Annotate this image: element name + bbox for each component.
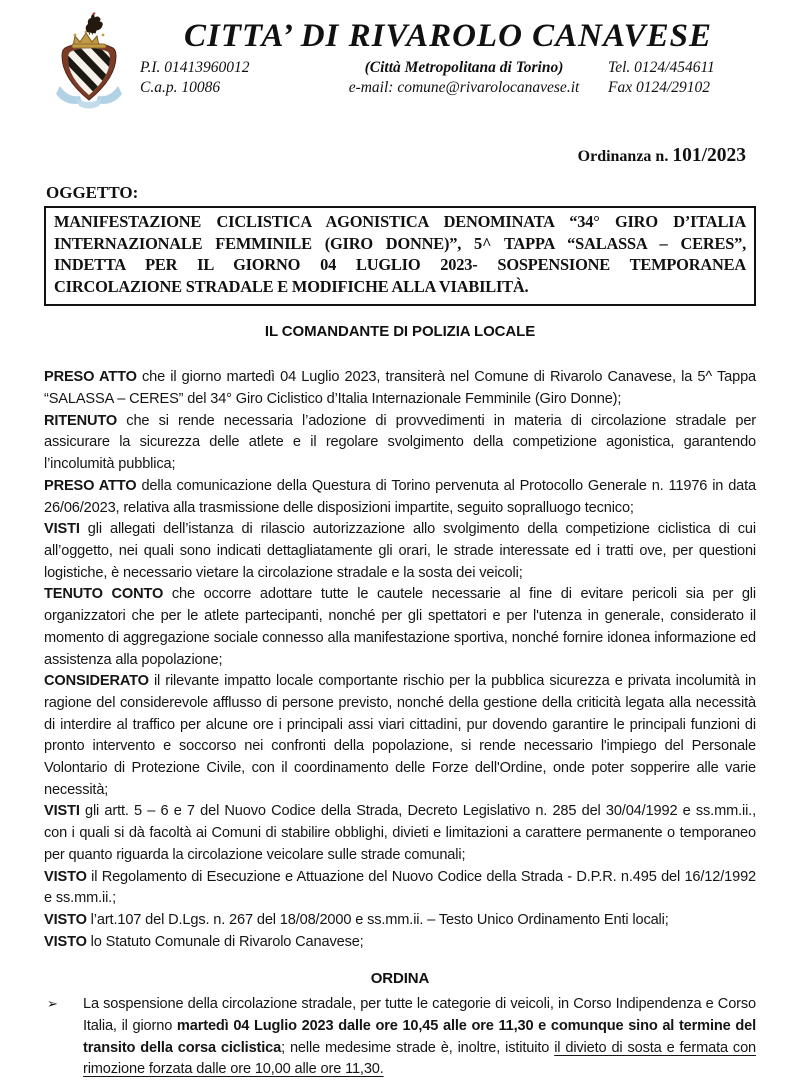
city-title: CITTA’ DI RIVAROLO CANAVESE [184, 18, 712, 54]
subject-label: OGGETTO: [46, 183, 139, 202]
preamble-paragraph [44, 801, 756, 866]
province-line: (Città Metropolitana di Torino) [364, 59, 564, 76]
subject-box: MANIFESTAZIONE CICLISTICA AGONISTICA DENOMINATA “34° GIRO D’ITALIA INTERNAZIONALE FEMMINILE (GIRO DONNE)”, 5^ TAPPA “SALASSA – CERES”, INDETTA PER IL GIORNO 04 LUGLIO 2023- SOSPENSIONE TEMPORANEA CIRCOLAZIONE STRADALE E MODIFICHE ALLA VIABILITÀ. [44, 206, 756, 306]
authority-heading: IL COMANDANTE DI POLIZIA LOCALE [264, 323, 536, 341]
fax-number: Fax 0124/29102 [608, 79, 711, 96]
coat-of-arms-icon [56, 10, 122, 115]
preamble-paragraph [44, 671, 756, 801]
clause-text: che occorre adottare tutte le cautele necessarie al fine di evitare pericoli sia per gli organizzatori che per le atlete partecipanti, nonché per gli spettatori e per l'utenza in generale, considerato il momento di aggregazione sociale connesso alla manifestazione sportiva, nonché fornire idonea informazione ed assistenza alla popolazione; [44, 586, 756, 668]
clause-keyword: VISTO [44, 933, 87, 950]
preamble-paragraph [44, 584, 756, 671]
preamble-paragraph [44, 932, 756, 954]
ordinance-label: Ordinanza n. [577, 148, 673, 165]
clause-keyword: RITENUTO [44, 412, 118, 429]
clause-keyword: VISTI [44, 521, 80, 538]
clause-keyword: TENUTO CONTO [44, 586, 164, 603]
email-address: e-mail: comune@rivarolocanavese.it [348, 79, 580, 96]
clause-keyword: VISTI [44, 803, 80, 820]
preamble-paragraph [44, 910, 756, 932]
order-text-pre: La sospensione della circolazione stradale, per tutte le categorie di veicoli, in Corso Indipendenza e Corso Italia, il giorno [83, 996, 756, 1035]
clause-text: gli allegati dell’istanza di rilascio autorizzazione allo svolgimento della competizione ciclistica di cui all’oggetto, nei quali sono indicati dettagliatamente gli orari, le strade interessate ed i tratti ove, per questioni logistiche, è necessario vietare la circolazione stradale e la sosta dei veicoli; [44, 521, 756, 581]
clause-keyword: PRESO ATTO [44, 369, 137, 386]
preamble-paragraph [44, 519, 756, 584]
letterhead-text [122, 8, 756, 98]
clause-text: l’art.107 del D.Lgs. n. 267 del 18/08/2000 e ss.mm.ii. – Testo Unico Ordinamento Enti locali; [86, 911, 669, 928]
preamble-paragraph [44, 867, 756, 910]
arrow-bullet-icon: ➢ [47, 996, 58, 1012]
clause-text: che il giorno martedì 04 Luglio 2023, transiterà nel Comune di Rivarolo Canavese, la 5^ Tappa “SALASSA – CERES” del 34° Giro Ciclistico d’Italia Internazionale Femminile (Giro Donne); [44, 369, 756, 408]
preamble [44, 367, 756, 953]
ordinance-value: 101/2023 [672, 145, 746, 166]
order-item-text [83, 994, 756, 1081]
clause-text: il rilevante impatto locale comportante rischio per la pubblica sicurezza e privata incolumità in ragione del considerevole afflusso di persone previsto, nonché della gestione della criticità legata alla necessità di interdire al traffico per alcune ore i principali assi viari cittadini, pur dovendo garantire le principali funzioni di pronto intervento e soccorso nei confronti della popolazione, si rende necessario l'impiego del Personale Volontario di Protezione Civile, con il coordinamento delle Forze dell'Ordine, onde poter sopperire alle varie necessità; [44, 673, 756, 798]
telephone: Tel. 0124/454611 [608, 59, 715, 76]
clause-text: gli artt. 5 – 6 e 7 del Nuovo Codice della Strada, Decreto Legislativo n. 285 del 30/04/1992 e ss.mm.ii., con i quali si dà facoltà ai Comuni di stabilire obblighi, divieti e limitazioni a carattere permanente o temporaneo per quanto riguarda la circolazione veicolare sulle strade comunali; [44, 803, 756, 863]
clause-keyword: VISTO [44, 868, 87, 885]
order-heading: ORDINA [370, 970, 430, 988]
preamble-paragraph [44, 411, 756, 476]
vat-number: P.I. 01413960012 [140, 59, 250, 76]
clause-text: che si rende necessaria l’adozione di provvedimenti in materia di circolazione stradale per assicurare la sicurezza delle atlete e il regolare svolgimento della competizione agonistica, garantendo l’incolumità pubblica; [44, 412, 756, 473]
clause-keyword: PRESO ATTO [44, 477, 137, 494]
clause-text: della comunicazione della Questura di Torino pervenuta al Protocollo Generale n. 11976 in data 26/06/2023, relativa alla trasmissione delle disposizioni impartite, seguito sopralluogo tecnico; [44, 477, 756, 516]
clause-text: il Regolamento di Esecuzione e Attuazione del Nuovo Codice della Strada - D.P.R. n.495 del 16/12/1992 e ss.mm.ii.; [44, 868, 756, 907]
letterhead-info [140, 58, 756, 98]
clause-keyword: VISTO [44, 911, 87, 928]
postal-code: C.a.p. 10086 [140, 79, 221, 96]
order-text-mid: ; nelle medesime strade è, inoltre, istituito [281, 1039, 555, 1056]
ordinance-number [44, 145, 746, 167]
order-text-bold: martedì 04 Luglio 2023 dalle ore 10,45 alle ore 11,30 e comunque sino al termine del transito della corsa ciclistica [83, 1018, 756, 1056]
preamble-paragraph [44, 476, 756, 519]
order-item [44, 994, 756, 1081]
clause-keyword: CONSIDERATO [44, 673, 149, 690]
preamble-paragraph [44, 367, 756, 410]
order-list [44, 994, 756, 1081]
letterhead [44, 8, 756, 115]
clause-text: lo Statuto Comunale di Rivarolo Canavese; [86, 933, 364, 950]
order-text-underlined: il divieto di sosta e fermata con rimozione forzata dalle ore 10,00 alle ore 11,30. [83, 1039, 756, 1078]
